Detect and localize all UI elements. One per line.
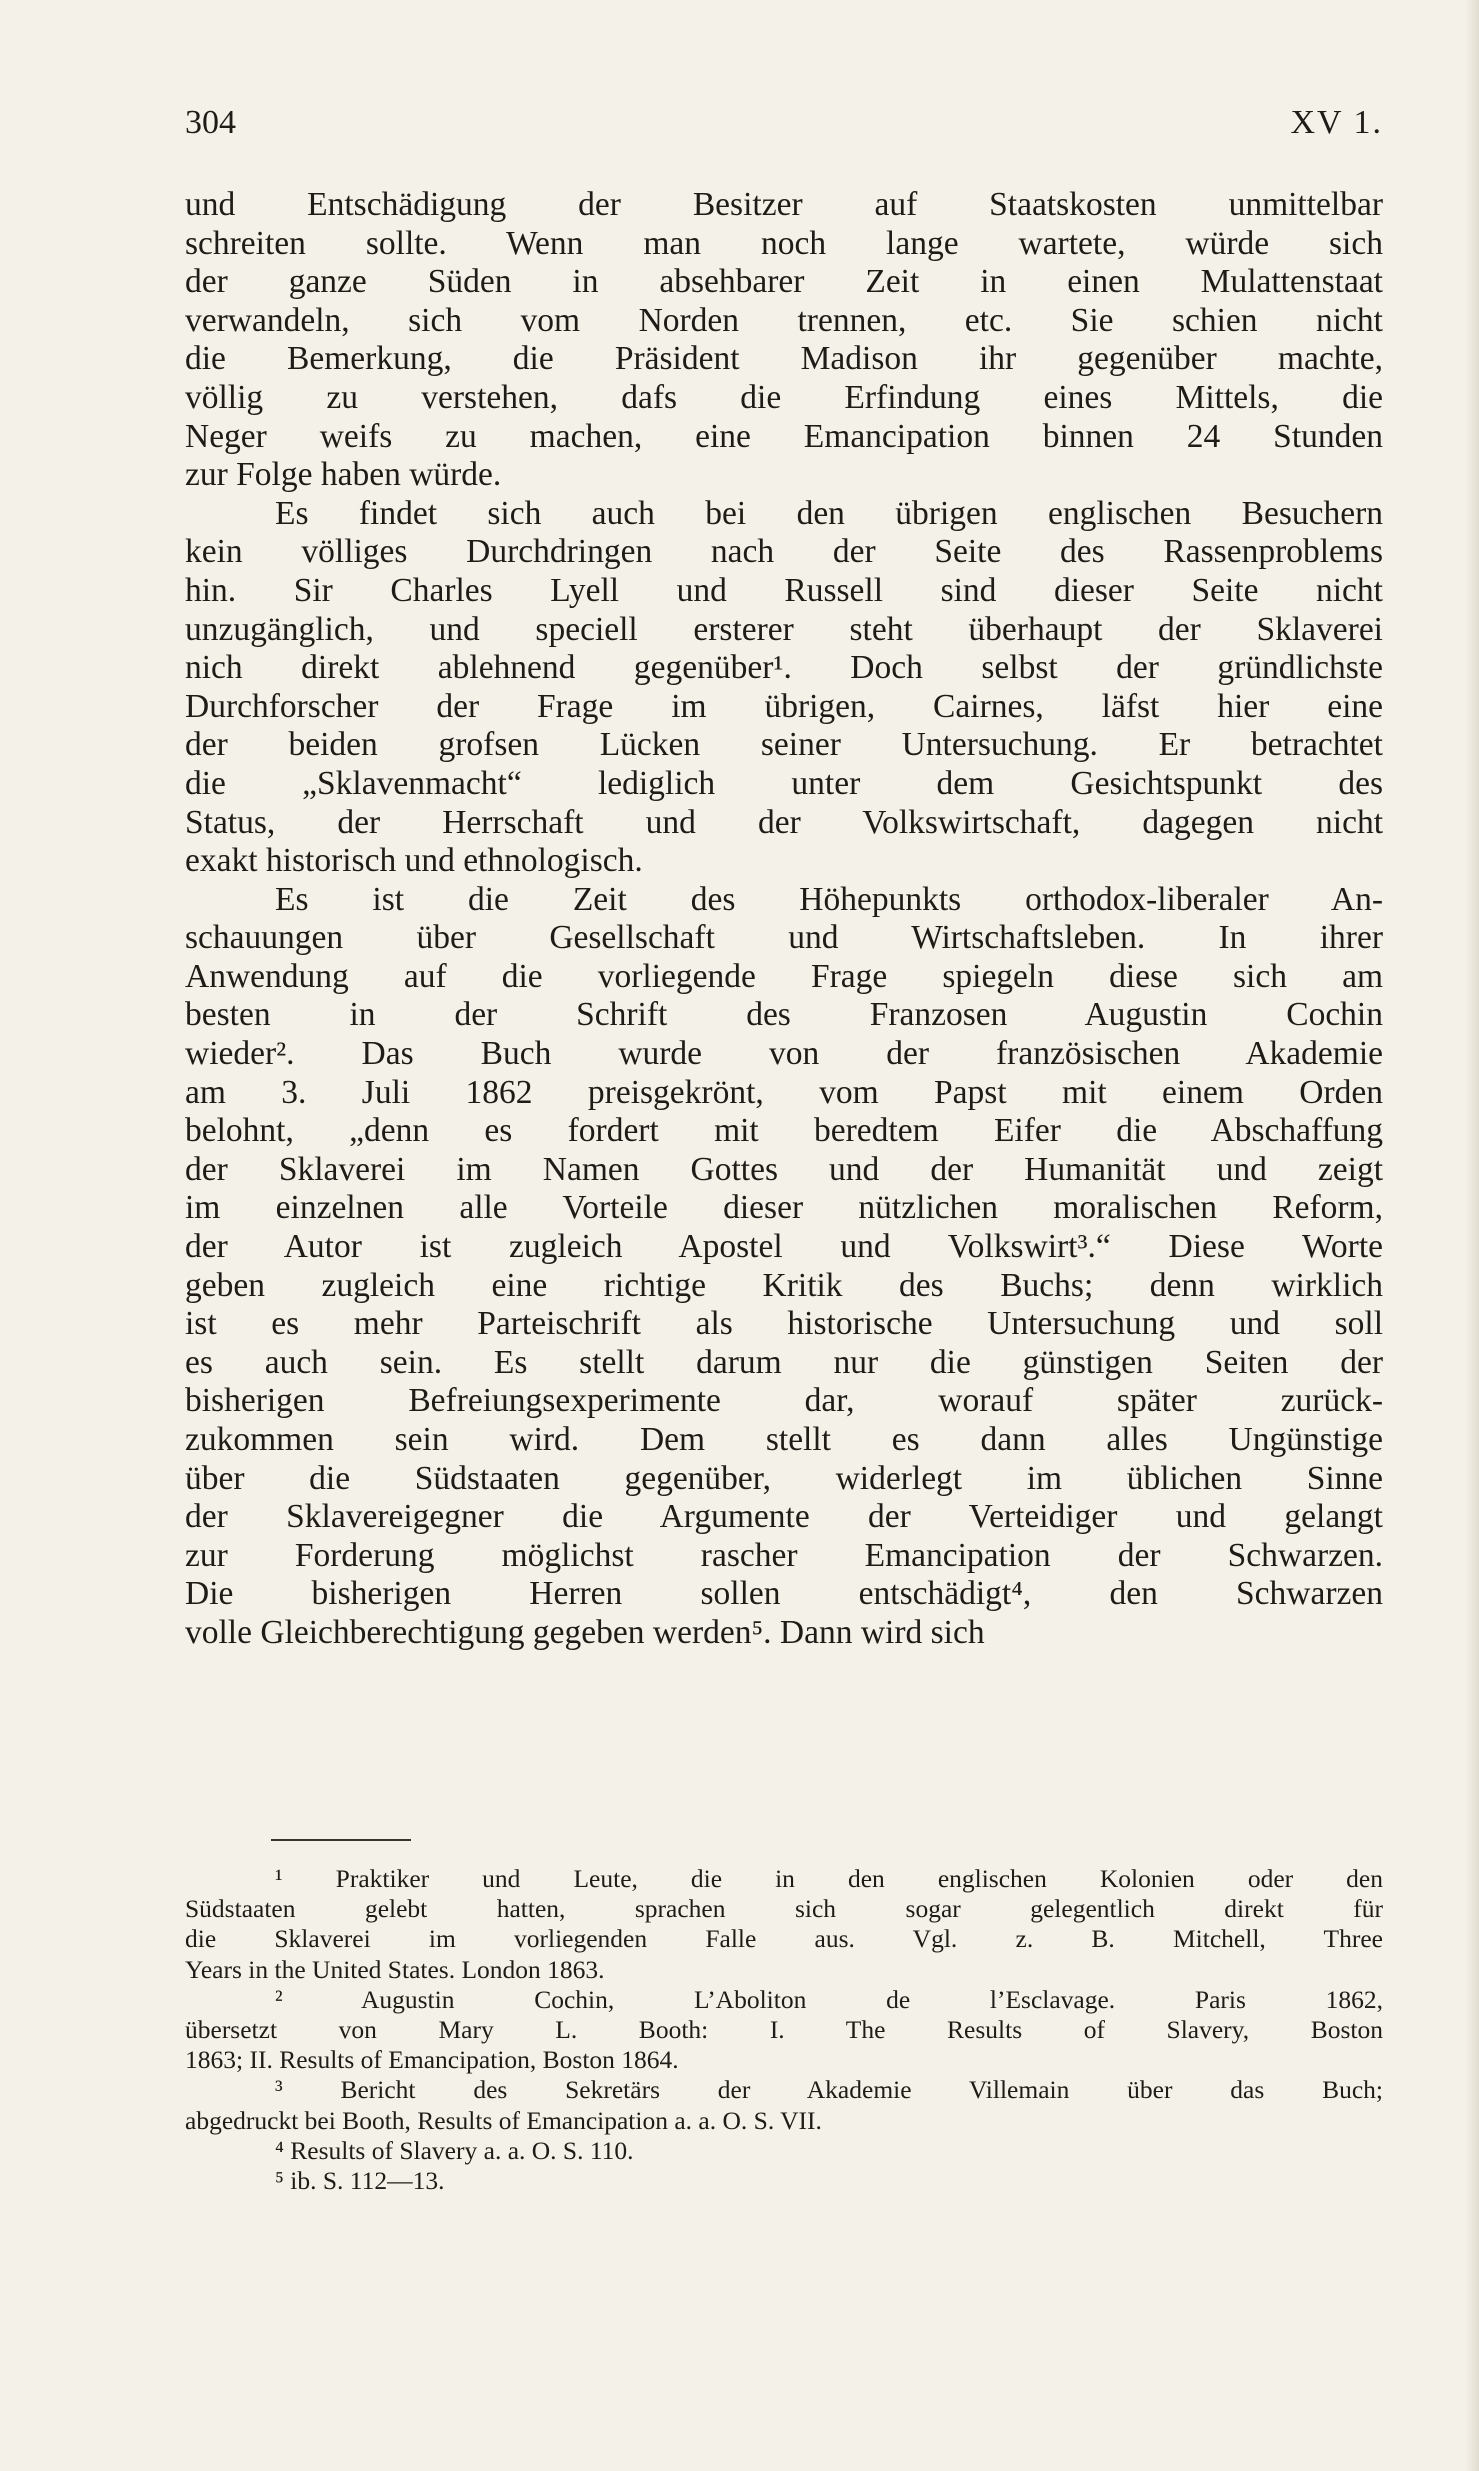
footnote-line: die Sklaverei im vorliegenden Falle aus. Vgl. z. B. Mitchell, Three (185, 1924, 1383, 1954)
body-line: zur Forderung möglichst rascher Emancipation der Schwarzen. (185, 1536, 1383, 1574)
body-line: volle Gleichberechtigung gegeben werden⁵. Dann wird sich (185, 1613, 985, 1651)
footnote-line: ⁴ Results of Slavery a. a. O. S. 110. (275, 2135, 634, 2165)
body-line: geben zugleich eine richtige Kritik des Buchs; denn wirklich (185, 1266, 1383, 1304)
footnote-line: ¹ Praktiker und Leute, die in den englischen Kolonien oder den (275, 1864, 1383, 1893)
body-line: und Entschädigung der Besitzer auf Staatskosten unmittelbar (185, 186, 1383, 223)
body-line: der ganze Süden in absehbarer Zeit in einen Mulattenstaat (185, 263, 1383, 301)
body-line: zur Folge haben würde. (185, 456, 502, 494)
page-header (185, 104, 1383, 148)
body-line: unzugänglich, und speciell ersterer steht überhaupt der Sklaverei (185, 610, 1383, 648)
body-line: ist es mehr Parteischrift als historische Untersuchung und soll (185, 1305, 1383, 1343)
body-line: Anwendung auf die vorliegende Frage spiegeln diese sich am (185, 957, 1383, 995)
footnotes (185, 1864, 1383, 2196)
body-line: Die bisherigen Herren sollen entschädigt⁴, den Schwarzen (185, 1575, 1383, 1613)
body-line: bisherigen Befreiungsexperimente dar, worauf später zurück- (185, 1382, 1383, 1420)
body-line: Neger weifs zu machen, eine Emancipation binnen 24 Stunden (185, 417, 1383, 455)
footnote-line: ³ Bericht des Sekretärs der Akademie Villemain über das Buch; (275, 2075, 1383, 2105)
body-text (185, 186, 1383, 1653)
body-line: schauungen über Gesellschaft und Wirtschaftsleben. In ihrer (185, 919, 1383, 957)
page-edge-shadow (1465, 0, 1479, 2471)
body-line: hin. Sir Charles Lyell und Russell sind dieser Seite nicht (185, 571, 1383, 609)
body-line: besten in der Schrift des Franzosen Augustin Cochin (185, 996, 1383, 1034)
body-line: es auch sein. Es stellt darum nur die günstigen Seiten der (185, 1343, 1383, 1381)
body-line: wieder². Das Buch wurde von der französischen Akademie (185, 1035, 1383, 1073)
body-line: der Autor ist zugleich Apostel und Volkswirt³.“ Diese Worte (185, 1228, 1383, 1266)
body-line: schreiten sollte. Wenn man noch lange wartete, würde sich (185, 224, 1383, 262)
footnote-line: Südstaaten gelebt hatten, sprachen sich sogar gelegentlich direkt für (185, 1894, 1383, 1924)
body-line: nich direkt ablehnend gegenüber¹. Doch selbst der gründlichste (185, 649, 1383, 687)
body-line: Es findet sich auch bei den übrigen englischen Besuchern (275, 494, 1383, 532)
body-line: der Sklaverei im Namen Gottes und der Humanität und zeigt (185, 1150, 1383, 1188)
body-line: im einzelnen alle Vorteile dieser nützlichen moralischen Reform, (185, 1189, 1383, 1227)
body-line: belohnt, „denn es fordert mit beredtem Eifer die Abschaffung (185, 1112, 1383, 1150)
body-line: völlig zu verstehen, dafs die Erfindung eines Mittels, die (185, 378, 1383, 416)
footnote-line: ⁵ ib. S. 112—13. (275, 2165, 445, 2195)
body-line: Status, der Herrschaft und der Volkswirtschaft, dagegen nicht (185, 803, 1383, 841)
body-line: der beiden grofsen Lücken seiner Untersuchung. Er betrachtet (185, 726, 1383, 764)
body-line: über die Südstaaten gegenüber, widerlegt im üblichen Sinne (185, 1459, 1383, 1497)
footnote-line: abgedruckt bei Booth, Results of Emancipation a. a. O. S. VII. (185, 2105, 822, 2135)
body-line: am 3. Juli 1862 preisgekrönt, vom Papst mit einem Orden (185, 1073, 1383, 1111)
body-line: kein völliges Durchdringen nach der Seite des Rassenproblems (185, 533, 1383, 571)
footnote-line: übersetzt von Mary L. Booth: I. The Results of Slavery, Boston (185, 2014, 1383, 2044)
body-line: Es ist die Zeit des Höhepunkts orthodox-liberaler An- (275, 880, 1383, 918)
footnote-line: ² Augustin Cochin, L’Aboliton de l’Esclavage. Paris 1862, (275, 1984, 1383, 2014)
footnote-line: Years in the United States. London 1863. (185, 1954, 605, 1984)
body-line: die Bemerkung, die Präsident Madison ihr gegenüber machte, (185, 340, 1383, 378)
page-number: 304 (185, 104, 236, 141)
body-line: die „Sklavenmacht“ lediglich unter dem Gesichtspunkt des (185, 764, 1383, 802)
body-line: Durchforscher der Frage im übrigen, Cairnes, läfst hier eine (185, 687, 1383, 725)
body-line: zukommen sein wird. Dem stellt es dann alles Ungünstige (185, 1421, 1383, 1458)
running-head: XV 1. (1290, 104, 1383, 141)
footnote-line: 1863; II. Results of Emancipation, Boston 1864. (185, 2045, 679, 2075)
body-line: der Sklavereigegner die Argumente der Verteidiger und gelangt (185, 1498, 1383, 1536)
body-line: exakt historisch und ethnologisch. (185, 842, 643, 880)
footnote-divider (271, 1839, 411, 1841)
body-line: verwandeln, sich vom Norden trennen, etc. Sie schien nicht (185, 301, 1383, 339)
